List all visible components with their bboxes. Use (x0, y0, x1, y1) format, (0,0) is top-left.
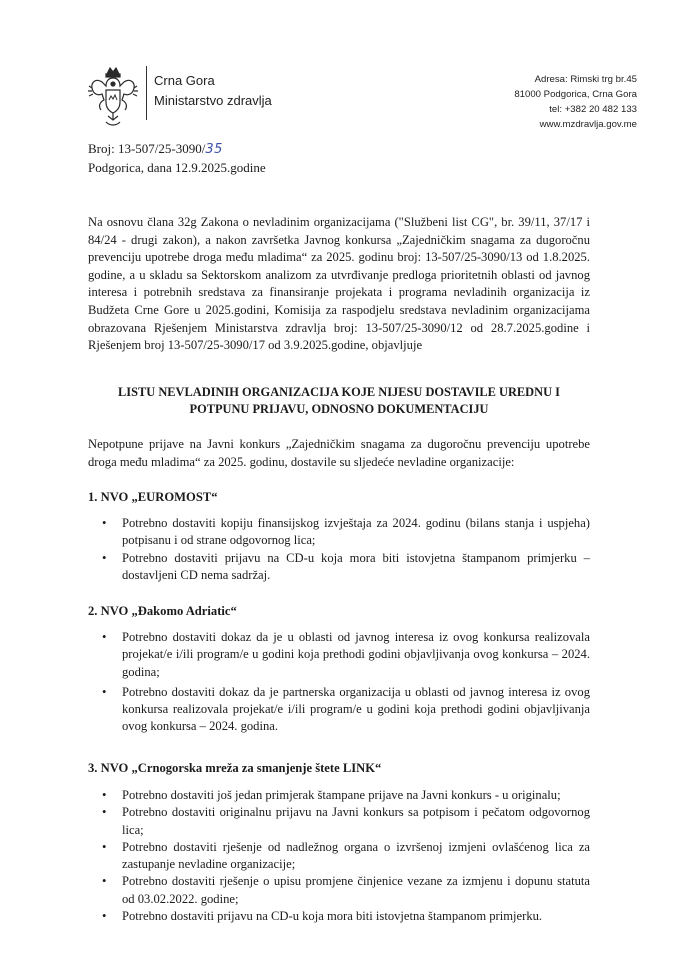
address-website: www.mzdravlja.gov.me (539, 119, 637, 130)
list-item (88, 550, 590, 585)
list-item (88, 629, 590, 681)
section-heading: 2. NVO „Đakomo Adriatic“ (88, 604, 237, 618)
address-street: Adresa: Rimski trg br.45 (534, 74, 637, 85)
reference-number-prefix: Broj: 13-507/25-3090/ (88, 141, 206, 156)
reference-number (88, 140, 266, 159)
list-item-text: Potrebno dostaviti dokaz da je u oblasti od javnog interesa iz ovog konkursa realizovala projekat/e i/ili program/e u godini koja prethodi godini objavljivanja ovog konkursa – 2024. godina; (122, 630, 590, 679)
bullet-icon: • (102, 516, 107, 530)
place-date: Podgorica, dana 12.9.2025.godine (88, 160, 266, 175)
bullet-icon: • (102, 684, 107, 699)
section-heading: 1. NVO „EUROMOST“ (88, 490, 218, 504)
list-item (88, 787, 590, 804)
list-item (88, 684, 590, 736)
handwritten-number: 35 (205, 142, 223, 157)
reference-block (88, 140, 266, 177)
list-item-text: Potrebno dostaviti originalnu prijavu na Javni konkurs sa potpisom i pečatom odgovornog lica; (122, 805, 590, 837)
address-block (514, 72, 637, 132)
section-euromost (88, 489, 590, 584)
requirement-list (88, 787, 590, 925)
bullet-icon: • (102, 550, 107, 565)
ministry-country: Crna Gora (154, 73, 215, 88)
section-heading: 3. NVO „Crnogorska mreža za smanjenje štete LINK“ (88, 761, 382, 775)
header-divider (146, 66, 147, 120)
section-link (88, 760, 590, 925)
ministry-title: Ministarstvo zdravlja (154, 93, 272, 108)
list-item-text: Potrebno dostaviti prijavu na CD-u koja mora biti istovjetna štampanom primjerku – dostavljeni CD nema sadržaj. (122, 550, 590, 582)
bullet-icon: • (102, 805, 107, 820)
list-item (88, 839, 590, 874)
bullet-icon: • (102, 874, 107, 889)
bullet-icon: • (102, 788, 107, 802)
list-item-text: Potrebno dostaviti rješenje o upisu promjene činjenice vezane za izmjenu i dopunu statuta od 03.02.2022. godine; (122, 874, 590, 906)
list-item-text: Potrebno dostaviti kopiju finansijskog izvještaja za 2024. godinu (bilans stanja i uspjeha) potpisanu i od strane odgovornog lica; (122, 516, 590, 548)
bullet-icon: • (102, 839, 107, 854)
section-dakomo-adriatic (88, 603, 590, 736)
intro-paragraph: Na osnovu člana 32g Zakona o nevladinim organizacijama ("Službeni list CG", br. 39/11, 37/17 i 84/24 - drugi zakon), a nakon završetka Javnog konkursa „Zajedničkim snagama za dugoročnu prevenciju upotrebe droga među mladima“ za 2025. godinu broj: 13-507/25-3090/13 od 1.8.2025. godine, a u skladu sa Sektorskom analizom za utvrđivanje predloga prioritetnih oblasti od javnog interesa i potrebnih sredstava za finansiranje projekata i programa nevladinih organizacija iz Budžeta Crne Gore u 2025.godini, Komisija za raspodjelu sredstava nevladinim organizacijama obrazovana Rješenjem Ministarstva zdravlja broj: 13-507/25-3090/12 od 28.7.2025.godine i Rješenjem broj 13-507/25-3090/17 od 3.9.2025.godine, objavljuje (88, 215, 590, 353)
list-item (88, 804, 590, 839)
address-city: 81000 Podgorica, Crna Gora (514, 89, 637, 100)
requirement-list (88, 629, 590, 736)
requirement-list (88, 515, 590, 584)
coat-of-arms-icon (88, 66, 138, 128)
ministry-name (154, 71, 272, 111)
bullet-icon: • (102, 630, 107, 644)
list-item (88, 908, 590, 925)
lead-paragraph: Nepotpune prijave na Javni konkurs „Zajedničkim snagama za dugoročnu prevenciju upotrebe droga među mladima“ za 2025. godinu, dostavile su sljedeće nevladine organizacije: (88, 437, 590, 469)
list-item-text: Potrebno dostaviti rješenje od nadležnog organa o izvršenoj izmjeni ovlašćenog lica za zastupanje nevladine organizacije; (122, 839, 590, 872)
list-item-text: Potrebno dostaviti još jedan primjerak štampane prijave na Javni konkurs - u originalu; (122, 788, 561, 802)
list-item (88, 515, 590, 550)
list-item (88, 873, 590, 908)
list-item-text: Potrebno dostaviti prijavu na CD-u koja mora biti istovjetna štampanom primjerku. (122, 909, 543, 924)
document-title: LISTU NEVLADINIH ORGANIZACIJA KOJE NIJESU DOSTAVILE UREDNU I POTPUNU PRIJAVU, ODNOSNO DOKUMENTACIJU (118, 385, 560, 416)
bullet-icon: • (102, 909, 107, 924)
list-item-text: Potrebno dostaviti dokaz da je partnerska organizacija u oblasti od javnog interesa iz ovog konkursa realizovala projekat/e i/ili program/e u godini koja prethodi godini objavljivanja ovog konkursa – 2024. godina. (122, 684, 590, 734)
address-phone: tel: +382 20 482 133 (549, 104, 637, 115)
